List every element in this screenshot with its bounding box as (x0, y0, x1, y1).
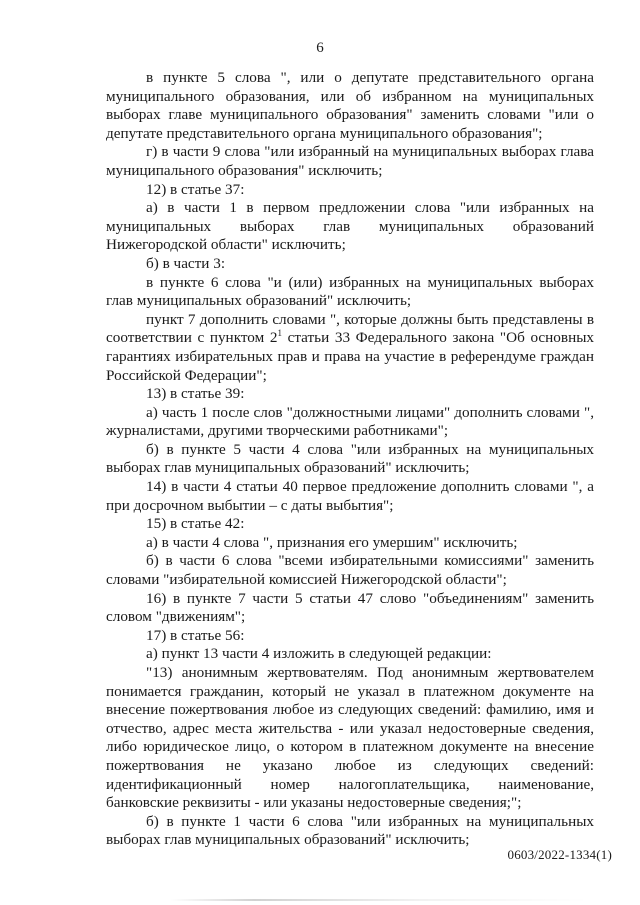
paragraph: в пункте 5 слова ", или о депутате представительного органа муниципального образования, или об избранном на муниципальных выборах главе муниципального образования" заменить словами "или о депутате представительного органа муниципального образования"; (106, 69, 594, 142)
paragraph: б) в пункте 5 части 4 слова "или избранных на муниципальных выборах глав муниципальных образований" исключить; (106, 440, 594, 477)
paragraph (106, 311, 594, 385)
paragraph-text: статьи 33 Федерального закона "Об основных гарантиях избирательных прав и права на участие в референдуме граждан Российской Федерации"; (106, 329, 594, 384)
paragraph: "13) анонимным жертвователям. Под анонимным жертвователем понимается гражданин, который не указал в платежном документе на внесение пожертвования любое из следующих сведений: фамилию, имя и отчество, адрес места жительства - или указал недостоверные сведения, либо юридическое лицо, о котором в платежном документе на внесение пожертвования не указано любое из следующих сведений: идентификационный номер налогоплательщика, наименование, банковские реквизиты - или указаны недостоверные сведения;"; (106, 664, 594, 812)
paragraph: б) в пункте 1 части 6 слова "или избранных на муниципальных выборах глав муниципальных образований" исключить; (106, 812, 594, 849)
paragraph: б) в части 6 слова "всеми избирательными комиссиями" заменить словами "избирательной комиссией Нижегородской области"; (106, 552, 594, 589)
paragraph: а) пункт 13 части 4 изложить в следующей редакции: (146, 645, 492, 663)
paragraph: а) в части 4 слова ", признания его умершим" исключить; (146, 533, 518, 551)
paragraph: 14) в части 4 статьи 40 первое предложение дополнить словами ", а при досрочном выбытии – с даты выбытия"; (106, 478, 594, 514)
paragraph: в пункте 6 слова "и (или) избранных на муниципальных выборах глав муниципальных образований" исключить; (106, 273, 594, 310)
paragraph: г) в части 9 слова "или избранный на муниципальных выборах глава муниципального образования" исключить; (106, 143, 594, 179)
paragraph-text: пункт 7 дополнить словами ", которые должны быть представлены в соответствии с пунктом 2 (106, 310, 594, 347)
document-code: 0603/2022-1334(1) (507, 847, 612, 862)
paragraph: 15) в статье 42: (146, 515, 245, 533)
scan-artifact (170, 899, 590, 901)
page-number: 6 (316, 40, 324, 56)
paragraph: 16) в пункте 7 части 5 статьи 47 слово "объединениям" заменить словом "движениям"; (106, 589, 594, 626)
document-body (106, 69, 594, 850)
superscript: 1 (277, 328, 282, 339)
paragraph: а) часть 1 после слов "должностными лицами" дополнить словами ", журналистами, другими творческими работниками"; (106, 403, 594, 440)
paragraph: 12) в статье 37: (146, 180, 245, 198)
paragraph: 13) в статье 39: (146, 385, 245, 403)
paragraph: б) в части 3: (146, 254, 226, 272)
paragraph: 17) в статье 56: (146, 626, 245, 644)
paragraph: а) в части 1 в первом предложении слова "или избранных на муниципальных выборах глав муниципальных образований Нижегородской области" исключить; (106, 199, 594, 254)
